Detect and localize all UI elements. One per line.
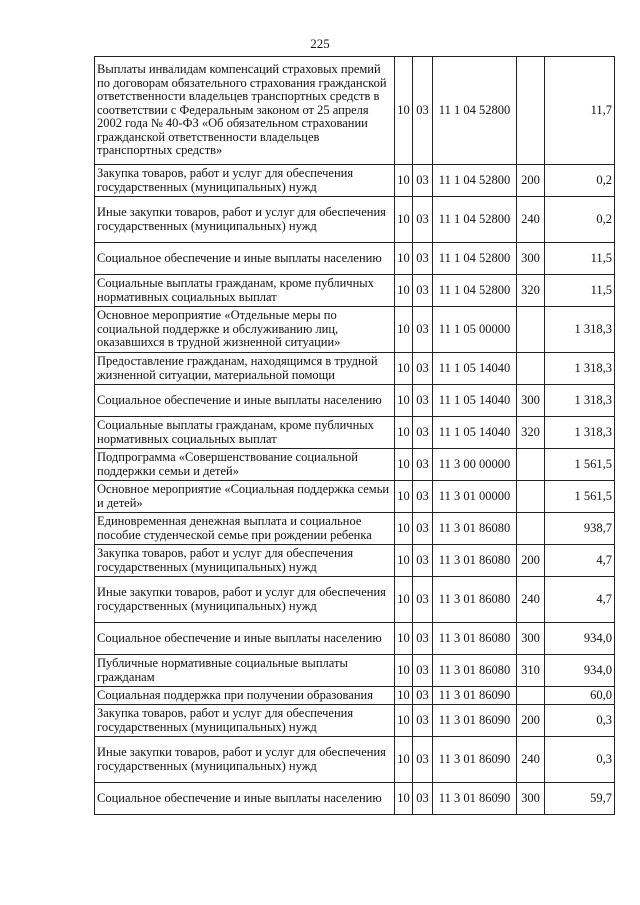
table-row: [95, 165, 615, 197]
row-section: 10: [395, 243, 413, 275]
row-section: 10: [395, 577, 413, 623]
row-description: Социальные выплаты гражданам, кроме публичных нормативных социальных выплат: [95, 275, 395, 307]
row-section: 10: [395, 545, 413, 577]
row-description: Основное мероприятие «Отдельные меры по социальной поддержке и обслуживанию лиц, оказавшихся в трудной жизненной ситуации»: [95, 307, 395, 353]
row-subsection: 03: [413, 275, 433, 307]
row-subsection: 03: [413, 57, 433, 165]
row-expense-type: 240: [517, 737, 545, 783]
table-row: [95, 307, 615, 353]
row-expense-type: [517, 687, 545, 705]
table-row: [95, 417, 615, 449]
row-section: 10: [395, 417, 413, 449]
budget-table: [94, 56, 615, 815]
row-subsection: 03: [413, 243, 433, 275]
row-section: 10: [395, 197, 413, 243]
row-expense-type: 300: [517, 243, 545, 275]
row-section: 10: [395, 513, 413, 545]
row-target-code: 11 3 01 86090: [433, 687, 517, 705]
table-row: [95, 481, 615, 513]
row-amount: 934,0: [545, 655, 615, 687]
row-amount: 59,7: [545, 783, 615, 815]
table-row: [95, 705, 615, 737]
row-description: Социальное обеспечение и иные выплаты населению: [95, 385, 395, 417]
table-row: [95, 385, 615, 417]
row-description: Закупка товаров, работ и услуг для обеспечения государственных (муниципальных) нужд: [95, 165, 395, 197]
row-target-code: 11 3 01 00000: [433, 481, 517, 513]
row-subsection: 03: [413, 165, 433, 197]
row-amount: 4,7: [545, 577, 615, 623]
row-section: 10: [395, 623, 413, 655]
row-amount: 1 318,3: [545, 307, 615, 353]
row-description: Социальное обеспечение и иные выплаты населению: [95, 783, 395, 815]
row-subsection: 03: [413, 353, 433, 385]
row-section: 10: [395, 165, 413, 197]
row-expense-type: 200: [517, 165, 545, 197]
row-expense-type: 240: [517, 197, 545, 243]
row-expense-type: 320: [517, 275, 545, 307]
row-description: Основное мероприятие «Социальная поддержка семьи и детей»: [95, 481, 395, 513]
row-subsection: 03: [413, 307, 433, 353]
table-row: [95, 687, 615, 705]
row-target-code: 11 3 01 86090: [433, 705, 517, 737]
row-expense-type: 200: [517, 705, 545, 737]
row-subsection: 03: [413, 481, 433, 513]
row-amount: 11,7: [545, 57, 615, 165]
row-description: Закупка товаров, работ и услуг для обеспечения государственных (муниципальных) нужд: [95, 545, 395, 577]
row-expense-type: [517, 449, 545, 481]
row-expense-type: 300: [517, 385, 545, 417]
row-subsection: 03: [413, 197, 433, 243]
row-target-code: 11 1 04 52800: [433, 57, 517, 165]
row-target-code: 11 1 04 52800: [433, 197, 517, 243]
row-subsection: 03: [413, 705, 433, 737]
table-row: [95, 545, 615, 577]
row-section: 10: [395, 737, 413, 783]
row-amount: 0,2: [545, 197, 615, 243]
row-subsection: 03: [413, 623, 433, 655]
table-row: [95, 57, 615, 165]
row-amount: 938,7: [545, 513, 615, 545]
row-target-code: 11 1 05 00000: [433, 307, 517, 353]
row-description: Социальная поддержка при получении образования: [95, 687, 395, 705]
row-section: 10: [395, 449, 413, 481]
row-description: Иные закупки товаров, работ и услуг для обеспечения государственных (муниципальных) нужд: [95, 197, 395, 243]
row-amount: 0,2: [545, 165, 615, 197]
row-amount: 1 318,3: [545, 353, 615, 385]
row-section: 10: [395, 307, 413, 353]
row-expense-type: 300: [517, 623, 545, 655]
row-target-code: 11 1 04 52800: [433, 165, 517, 197]
row-expense-type: 240: [517, 577, 545, 623]
row-target-code: 11 1 05 14040: [433, 353, 517, 385]
table-row: [95, 783, 615, 815]
row-description: Социальное обеспечение и иные выплаты населению: [95, 243, 395, 275]
row-target-code: 11 1 04 52800: [433, 275, 517, 307]
row-expense-type: 200: [517, 545, 545, 577]
row-expense-type: 320: [517, 417, 545, 449]
row-subsection: 03: [413, 449, 433, 481]
row-amount: 1 318,3: [545, 385, 615, 417]
row-target-code: 11 3 01 86080: [433, 545, 517, 577]
row-description: Подпрограмма «Совершенствование социальной поддержки семьи и детей»: [95, 449, 395, 481]
row-target-code: 11 3 01 86080: [433, 655, 517, 687]
row-amount: 0,3: [545, 737, 615, 783]
row-section: 10: [395, 275, 413, 307]
row-expense-type: [517, 513, 545, 545]
row-subsection: 03: [413, 577, 433, 623]
row-section: 10: [395, 353, 413, 385]
page-number: 225: [310, 36, 330, 51]
row-subsection: 03: [413, 737, 433, 783]
row-section: 10: [395, 687, 413, 705]
row-expense-type: 310: [517, 655, 545, 687]
row-amount: 1 318,3: [545, 417, 615, 449]
row-subsection: 03: [413, 417, 433, 449]
row-amount: 11,5: [545, 243, 615, 275]
table-row: [95, 513, 615, 545]
row-section: 10: [395, 481, 413, 513]
row-amount: 60,0: [545, 687, 615, 705]
row-description: Социальные выплаты гражданам, кроме публичных нормативных социальных выплат: [95, 417, 395, 449]
table-row: [95, 353, 615, 385]
row-target-code: 11 3 01 86090: [433, 737, 517, 783]
row-description: Иные закупки товаров, работ и услуг для обеспечения государственных (муниципальных) нужд: [95, 737, 395, 783]
row-target-code: 11 1 05 14040: [433, 385, 517, 417]
row-section: 10: [395, 57, 413, 165]
row-subsection: 03: [413, 545, 433, 577]
row-target-code: 11 3 01 86080: [433, 577, 517, 623]
row-description: Единовременная денежная выплата и социальное пособие студенческой семье при рождении ребенка: [95, 513, 395, 545]
row-amount: 934,0: [545, 623, 615, 655]
row-section: 10: [395, 705, 413, 737]
row-amount: 11,5: [545, 275, 615, 307]
row-section: 10: [395, 783, 413, 815]
row-description: Закупка товаров, работ и услуг для обеспечения государственных (муниципальных) нужд: [95, 705, 395, 737]
row-amount: 1 561,5: [545, 449, 615, 481]
row-expense-type: [517, 57, 545, 165]
row-description: Публичные нормативные социальные выплаты гражданам: [95, 655, 395, 687]
row-expense-type: 300: [517, 783, 545, 815]
row-subsection: 03: [413, 687, 433, 705]
row-subsection: 03: [413, 655, 433, 687]
row-description: Предоставление гражданам, находящимся в трудной жизненной ситуации, материальной помощи: [95, 353, 395, 385]
row-target-code: 11 3 01 86080: [433, 623, 517, 655]
row-expense-type: [517, 353, 545, 385]
row-target-code: 11 3 01 86090: [433, 783, 517, 815]
row-target-code: 11 1 05 14040: [433, 417, 517, 449]
table-row: [95, 275, 615, 307]
row-amount: 4,7: [545, 545, 615, 577]
row-subsection: 03: [413, 385, 433, 417]
row-section: 10: [395, 385, 413, 417]
row-expense-type: [517, 481, 545, 513]
row-description: Выплаты инвалидам компенсаций страховых премий по договорам обязательного страхования гражданской ответственности владельцев транспортных средств в соответствии с Федеральным законом от 25 апреля 2002 года № 40-ФЗ «Об обязательном страховании гражданской ответственности владельцев транспортных средств»: [95, 57, 395, 165]
table-row: [95, 197, 615, 243]
table-row: [95, 577, 615, 623]
row-amount: 0,3: [545, 705, 615, 737]
table-row: [95, 655, 615, 687]
row-target-code: 11 3 00 00000: [433, 449, 517, 481]
row-subsection: 03: [413, 513, 433, 545]
row-target-code: 11 1 04 52800: [433, 243, 517, 275]
table-row: [95, 623, 615, 655]
row-target-code: 11 3 01 86080: [433, 513, 517, 545]
row-section: 10: [395, 655, 413, 687]
row-expense-type: [517, 307, 545, 353]
table-row: [95, 737, 615, 783]
table-row: [95, 243, 615, 275]
row-description: Социальное обеспечение и иные выплаты населению: [95, 623, 395, 655]
row-amount: 1 561,5: [545, 481, 615, 513]
row-description: Иные закупки товаров, работ и услуг для обеспечения государственных (муниципальных) нужд: [95, 577, 395, 623]
table-row: [95, 449, 615, 481]
row-subsection: 03: [413, 783, 433, 815]
